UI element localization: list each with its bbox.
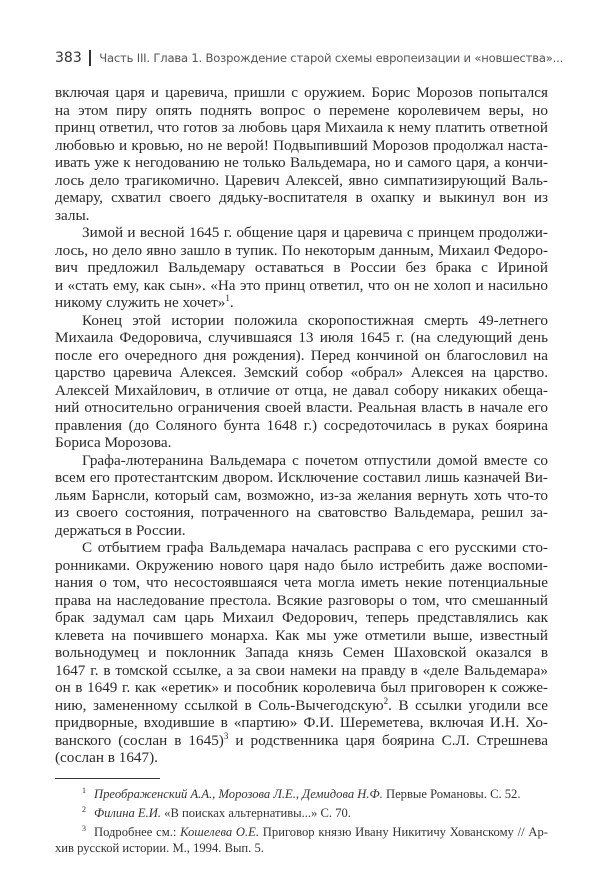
body-text (55, 84, 548, 767)
line-text: Зимой и весной 1645 г. общение царя и царевича с принцем продолжи- (82, 224, 548, 241)
line-text: держаться в России. (55, 521, 186, 539)
text-line (55, 662, 548, 680)
line-text: клевета на почившего монарха. Как мы уже отметили выше, известный (55, 626, 548, 644)
line-text: брак задумал сам царь Михаил Федорович, теперь представлялись как (55, 609, 548, 626)
line-text: и «стать ему, как сын». «На это принц ответил, что он не холоп и насильно (55, 276, 548, 294)
line-text: ронниками. Окружению нового царя надо было истребить даже воспоми- (55, 556, 548, 574)
line-text-tail: и родственника царя боярина С.Л. Стрешнева (228, 731, 548, 749)
line-text: нания о том, что несостоявшаяся чета могла иметь некие потенциальные (55, 574, 548, 591)
text-line (55, 207, 548, 225)
text-line (55, 189, 548, 207)
line-text-tail: . (229, 294, 234, 311)
text-line (55, 154, 548, 172)
text-line (55, 347, 548, 365)
text-line (55, 732, 548, 750)
line-text: придворные, входившие в «партию» Ф.И. Шереметева, включая И.Н. Хо- (55, 714, 548, 731)
line-text: Графа-лютеранина Вальдемара с почетом отпустили домой вместе со (82, 451, 548, 469)
footnote-3: $^3$ Подробнее см.: Кошелева О.Е. Приговор князю Ивану Никитичу Хованскому // Ар- (82, 824, 548, 839)
text-line (55, 172, 548, 190)
line-text: царство царевича Алексея. Земский собор «обрал» Алексея на царство. (55, 364, 548, 381)
text-line (55, 627, 548, 645)
footnote-3-continuation: хив русской истории. М., 1994. Вып. 5. (55, 841, 264, 855)
text-line (55, 487, 548, 505)
line-text: лось, но дело явно зашло в тупик. По некоторым данным, Михаил Федоро- (55, 241, 548, 259)
running-header (55, 50, 563, 66)
line-text: правления (до Соляного бунта 1648 г.) сосредоточилась в руках боярина (55, 416, 548, 434)
line-text: из своего состояния, потраченного на сватовство Вальдемара, решил за- (55, 504, 548, 521)
text-line (55, 434, 548, 452)
line-text: (сослан в 1647). (55, 749, 158, 766)
line-text: ний относительно ограничения своей власти. Реальная власть в начале его (55, 399, 548, 416)
line-text: он в 1649 г. как «еретик» и пособник королевича был приговорен к сожже- (55, 679, 548, 696)
line-text: лось дело трагикомично. Царевич Алексей, явно симпатизирующий Валь- (55, 171, 548, 189)
line-text: принц ответил, что готов за любовь царя Михаила к нему платить ответной (55, 119, 548, 136)
text-line (55, 382, 548, 400)
text-line (55, 574, 548, 592)
line-text: ванского (сослан в 1645) (55, 731, 224, 749)
text-line (55, 592, 548, 610)
text-line (55, 539, 548, 557)
line-text-tail: . В ссылки угодили все (388, 696, 548, 714)
page-number: 383 (55, 50, 82, 66)
footnote-rule (55, 778, 160, 779)
footnote-ref[interactable]: 1 (225, 293, 230, 303)
footnotes (55, 783, 548, 856)
line-text: любовью и кровью, но не верой! Подвыпивший Морозов продолжал наста- (55, 136, 548, 154)
text-line (55, 84, 548, 102)
text-line (55, 312, 548, 330)
footnote-2: $^2$ Филина Е.И. «В поисках альтернативы...» С. 70. (82, 805, 351, 820)
line-text: льям Барнсли, который сам, возможно, из-за желания вернуть хоть что-то (55, 486, 548, 504)
line-text: права на наследование престола. Всякие разговоры о том, что смешанный (55, 591, 548, 609)
text-line (55, 644, 548, 662)
text-line (55, 259, 548, 277)
text-line (55, 522, 548, 540)
text-line (55, 242, 548, 260)
text-line (55, 294, 548, 312)
line-text: после его очередного дня рождения). Перед кончиной он благословил на (55, 346, 548, 364)
text-line (55, 469, 548, 487)
line-text: С отбытием графа Вальдемара началась расправа с его русскими сто- (82, 539, 548, 556)
text-line (55, 697, 548, 715)
line-text: вич предложил Вальдемару оставаться в России без брака с Ириной (55, 259, 548, 276)
line-text: на этом пиру опять поднять вопрос о перемене королевичем веры, но (55, 101, 548, 119)
line-text: вольнодумец и поклонник Запада князь Семен Шаховской оказался в (55, 644, 548, 661)
text-line (55, 679, 548, 697)
text-line (55, 119, 548, 137)
line-text: демару, схватил своего дядьку-воспитателя в охапку и выкинул вон из (55, 189, 548, 206)
text-line (55, 277, 548, 295)
text-line (55, 399, 548, 417)
footnote-ref[interactable]: 2 (383, 695, 389, 706)
line-text: нию, замененному ссылкой в Соль-Вычегодскую (55, 696, 384, 714)
text-line (55, 329, 548, 347)
line-text: никому служить не хочет» (55, 294, 226, 311)
text-line (55, 137, 548, 155)
header-divider (89, 50, 92, 66)
line-text: Михаила Федоровича, случившаяся 13 июля 1645 г. (на следующий день (55, 329, 548, 346)
line-text: включая царя и царевича, пришли с оружием. Борис Морозов попытался (55, 84, 548, 101)
line-text: Конец этой истории положила скоропостижная смерть 49-летнего (82, 311, 548, 329)
text-line (55, 452, 548, 470)
line-text: Алексей Михайлович, в отличие от отца, не давал собору никаких обеща- (55, 381, 548, 399)
text-line (55, 417, 548, 435)
text-line (55, 749, 548, 767)
text-line (55, 609, 548, 627)
line-text: залы. (55, 206, 90, 224)
text-line (55, 102, 548, 120)
line-text: 1647 г. в томской ссылке, а за свои намеки на правду в «деле Вальдемара» (55, 661, 548, 679)
text-line (55, 504, 548, 522)
line-text: ивать уже к негодованию не только Вальдемара, но и самого царя, а кончи- (55, 154, 548, 171)
line-text: Бориса Морозова. (55, 434, 172, 451)
text-line (55, 557, 548, 575)
footnote-ref[interactable]: 3 (223, 730, 229, 741)
text-line (55, 714, 548, 732)
running-title: Часть III. Глава 1. Возрождение старой схемы европеизации и «новшества»... (99, 51, 564, 65)
text-line (55, 364, 548, 382)
footnote-1: $^1$ Преображенский А.А., Морозова Л.Е., Демидова Н.Ф. Первые Романовы. С. 52. (82, 786, 521, 801)
text-line (55, 224, 548, 242)
line-text: всем его протестантским двором. Исключение составил лишь казначей Ви- (55, 469, 548, 486)
